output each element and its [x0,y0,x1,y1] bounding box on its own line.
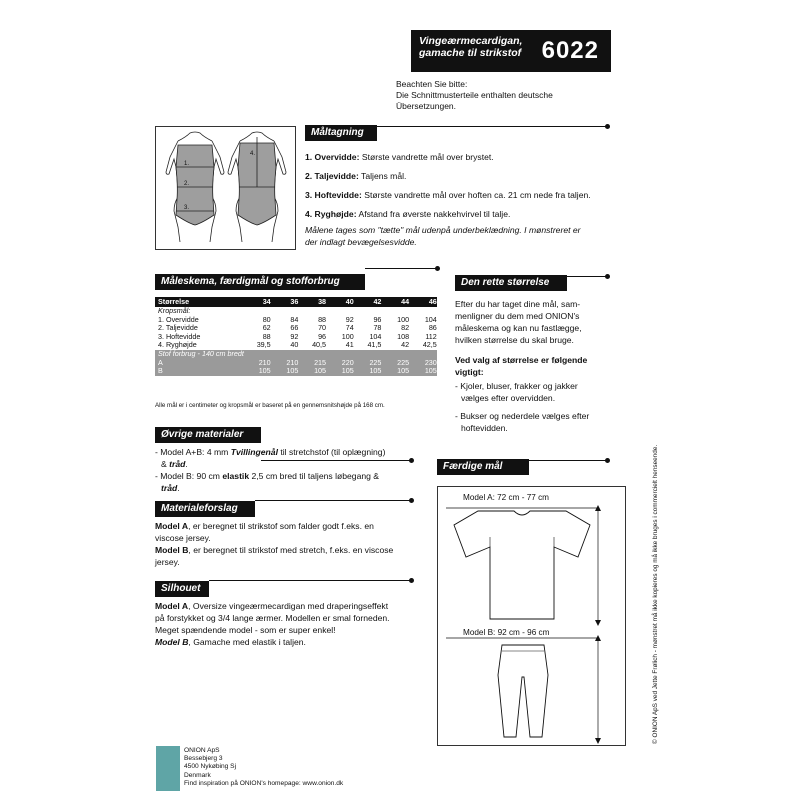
table-cell: 105 [286,366,299,376]
text-span: & [161,459,170,469]
model-b-measure: Model B: 92 cm - 96 cm [463,628,550,637]
text-span: . [185,459,188,469]
table-cell: 84 [290,314,299,324]
table-cell: 70 [318,323,327,333]
table-cell: 100 [341,331,354,341]
item-label: 3. Hoftevidde: [305,190,362,200]
section-header-materialeforslag: Materialeforslag [155,501,255,517]
text-line [155,470,425,482]
table-cell: 100 [397,314,410,324]
item-label: 1. Overvidde: [305,152,360,162]
address-line: Bessebjerg 3 [184,755,223,763]
table-cell: 80 [262,314,271,324]
section-header-maaleskema: Måleskema, færdigmål og stofforbrug [155,274,365,290]
size-cell: 36 [290,297,299,306]
item-label: 4. Ryghøjde: [305,209,357,219]
company-address [184,747,343,788]
text-bold: tråd [169,459,186,469]
table-cell: 88 [318,314,327,324]
address-line: Find inspiration på ONION's homepage: www.onion.dk [184,779,344,787]
text-span: - Model A+B: 4 mm [155,447,231,457]
table-footnote: Alle mål er i centimeter og kropsmål er baseret på en gennemsnitshøjde på 168 cm. [155,402,385,409]
text-bold: Model A [155,521,189,531]
table-cell: 66 [290,323,299,333]
item-text: Afstand fra øverste nakkehvirvel til talje. [358,209,511,219]
table-cell: 96 [318,331,327,341]
text-span: . [177,483,180,493]
size-cell: 40 [345,297,354,306]
rule-dot [409,578,414,583]
table-cell: 62 [262,323,271,333]
table-cell: 74 [345,323,354,333]
table-cell: 215 [314,357,327,367]
copyright-vertical [652,404,661,744]
section-header-faerdige: Færdige mål [437,459,529,475]
table-cell: 42 [401,340,410,350]
text-bold: tråd [161,483,178,493]
size-cell: 42 [373,297,382,306]
table-label: Stof forbrug - 140 cm bredt [158,348,244,358]
text-line: - Kjoler, bluser, frakker og jakker [455,381,578,391]
table-cell: 112 [425,331,437,341]
table-cell: 104 [369,331,382,341]
text-line: måleskema og kan nu fastlægge, [455,323,582,333]
table-cell: 105 [369,366,382,376]
table-cell: 41,5 [367,340,382,350]
maaltagning-item [305,170,615,182]
text-span: , Oversize vingeærmecardigan med draperingseffekt [188,601,389,611]
table-cell: 105 [258,366,271,376]
finished-measurements-figure [437,486,626,746]
table-cell: 105 [341,366,354,376]
table-cell: 86 [428,323,437,333]
size-table [155,297,437,376]
address-line: Denmark [184,771,211,779]
table-cell: 41 [345,340,354,350]
item-text: Taljens mål. [361,171,407,181]
table-cell: 92 [345,314,354,324]
table-cell: 105 [424,366,437,376]
table-cell: 104 [424,314,437,324]
section-header-ovrige: Øvrige materialer [155,427,261,443]
table-cell: 225 [397,357,410,367]
text-line: hoftevidden. [461,423,508,433]
text-line: jersey. [155,557,180,567]
size-cell: 44 [401,297,410,306]
text-bold: Tvillingenål [230,447,278,457]
text-line: - Bukser og nederdele vælges efter [455,411,590,421]
maaltagning-item [305,151,615,163]
table-label: 1. Overvidde [158,314,199,324]
table-label: B [158,366,163,376]
table-label: Kropsmål: [158,306,191,315]
maaltagning-item [305,189,625,201]
text-line: Meget spændende model - som er super enkel! [155,625,336,635]
table-cell: 42,5 [422,340,437,350]
table-cell: 96 [373,314,382,324]
section-header-maaltagning: Måltagning [305,125,377,141]
maaltagning-note [305,224,625,248]
size-cell: 46 [428,297,437,306]
table-header-cell: Størrelse [158,297,190,306]
text-bold: Model B [155,637,189,647]
text-line: viscose jersey. [155,533,211,543]
text-span: 2,5 cm bred til taljens løbegang & [249,471,380,481]
body-silhouette-icon [156,127,295,249]
table-label: 4. Ryghøjde [158,340,197,350]
text-line: på forstykket og 3/4 lange ærmer. Modellen er smal forneden. [155,613,390,623]
title-line-2: gamache til strikstof [419,47,522,59]
text-line [155,482,425,494]
table-cell: 220 [341,357,354,367]
maaltagning-item [305,208,615,220]
rule-dot [409,498,414,503]
item-text: Største vandrette mål over brystet. [361,152,494,162]
section-rule [365,268,437,269]
table-label: A [158,357,163,367]
text-line [155,600,435,612]
text-line [155,544,417,556]
item-text: Største vandrette mål over hoften ca. 21 cm nede fra taljen. [364,190,591,200]
text-line [155,458,425,470]
onion-logo-block [156,746,180,791]
note-line: Målene tages som "tætte" mål udenpå underbeklædning. I mønstreret er [305,225,581,235]
svg-text:2.: 2. [184,181,190,187]
table-cell: 210 [258,357,271,367]
section-rule [255,500,411,501]
table-header-row [155,297,437,307]
note-line: Übersetzungen. [396,101,457,111]
text-line: menligner du dem med ONION's [455,311,580,321]
section-rule [377,126,607,127]
table-cell: 40 [290,340,299,350]
note-line: Die Schnittmusterteile enthalten deutsche [396,90,553,100]
text-bold: Model B [155,545,189,555]
ovrige-text [155,446,425,494]
rule-dot [605,124,610,129]
pattern-title [419,35,535,59]
size-cell: 38 [318,297,327,306]
text-line: vigtigt: [455,367,484,377]
address-line: ONION ApS [184,747,220,754]
table-cell: 82 [401,323,410,333]
section-header-silhouet: Silhouet [155,581,209,597]
body-measurement-figure [155,126,296,250]
table-cell: 108 [397,331,410,341]
text-line [155,520,417,532]
table-cell: 40,5 [312,340,327,350]
text-span: , er beregnet til strikstof med stretch, f.eks. en viscose [188,545,394,555]
text-line [155,636,435,648]
copyright-text: © ONION ApS ved Jette Frølich - mønstret må ikke kopieres og må ikke bruges i commercielt henseende. [652,444,659,744]
table-row [155,367,437,376]
rette-bullet [455,380,635,404]
text-line [155,446,425,458]
text-line: Efter du har taget dine mål, sam- [455,299,581,309]
text-line: Ved valg af størrelse er følgende [455,355,588,365]
size-cell: 34 [262,297,271,306]
section-header-rette: Den rette størrelse [455,275,567,291]
note-line: Beachten Sie bitte: [396,79,468,89]
table-cell: 210 [286,357,299,367]
section-rule [209,580,411,581]
table-cell: 230 [424,357,437,367]
text-bold: elastik [222,471,250,481]
table-label: 3. Hoftevidde [158,331,201,341]
section-rule [567,276,607,277]
silhouet-text [155,600,435,648]
address-line: 4500 Nykøbing Sj [184,763,237,771]
note-line: der indlagt bevægelsesvidde. [305,237,417,247]
model-a-measure: Model A: 72 cm - 77 cm [463,493,550,502]
text-line: hvilken størrelse du skal bruge. [455,335,574,345]
text-line: vælges efter overvidden. [461,393,556,403]
item-label: 2. Taljevidde: [305,171,359,181]
materialeforslag-text [155,520,417,568]
table-cell: 88 [262,331,271,341]
german-note [396,79,611,112]
rule-dot [605,458,610,463]
table-cell: 78 [373,323,382,333]
pattern-number: 6022 [541,37,599,64]
table-cell: 105 [314,366,327,376]
rette-bullet [455,410,635,434]
text-span: til stretchstof (til oplægning) [277,447,386,457]
table-label: 2. Taljevidde [158,323,198,333]
rette-paragraph [455,298,635,346]
table-cell: 39,5 [256,340,271,350]
garment-drawing-icon [438,487,625,745]
text-bold: Model A [155,601,189,611]
section-rule [529,460,607,461]
text-span: , Gamache med elastik i taljen. [188,637,306,647]
svg-text:1.: 1. [184,161,190,167]
svg-text:4.: 4. [250,151,256,157]
rule-dot [435,266,440,271]
rette-important [455,354,635,378]
table-cell: 225 [369,357,382,367]
table-cell: 105 [397,366,410,376]
text-span: - Model B: 90 cm [155,471,223,481]
svg-text:3.: 3. [184,205,190,211]
text-span: , er beregnet til strikstof som falder godt f.eks. en [188,521,374,531]
table-cell: 92 [290,331,299,341]
title-line-1: Vingeærmecardigan, [419,35,523,47]
pattern-header [411,30,611,72]
rule-dot [605,274,610,279]
